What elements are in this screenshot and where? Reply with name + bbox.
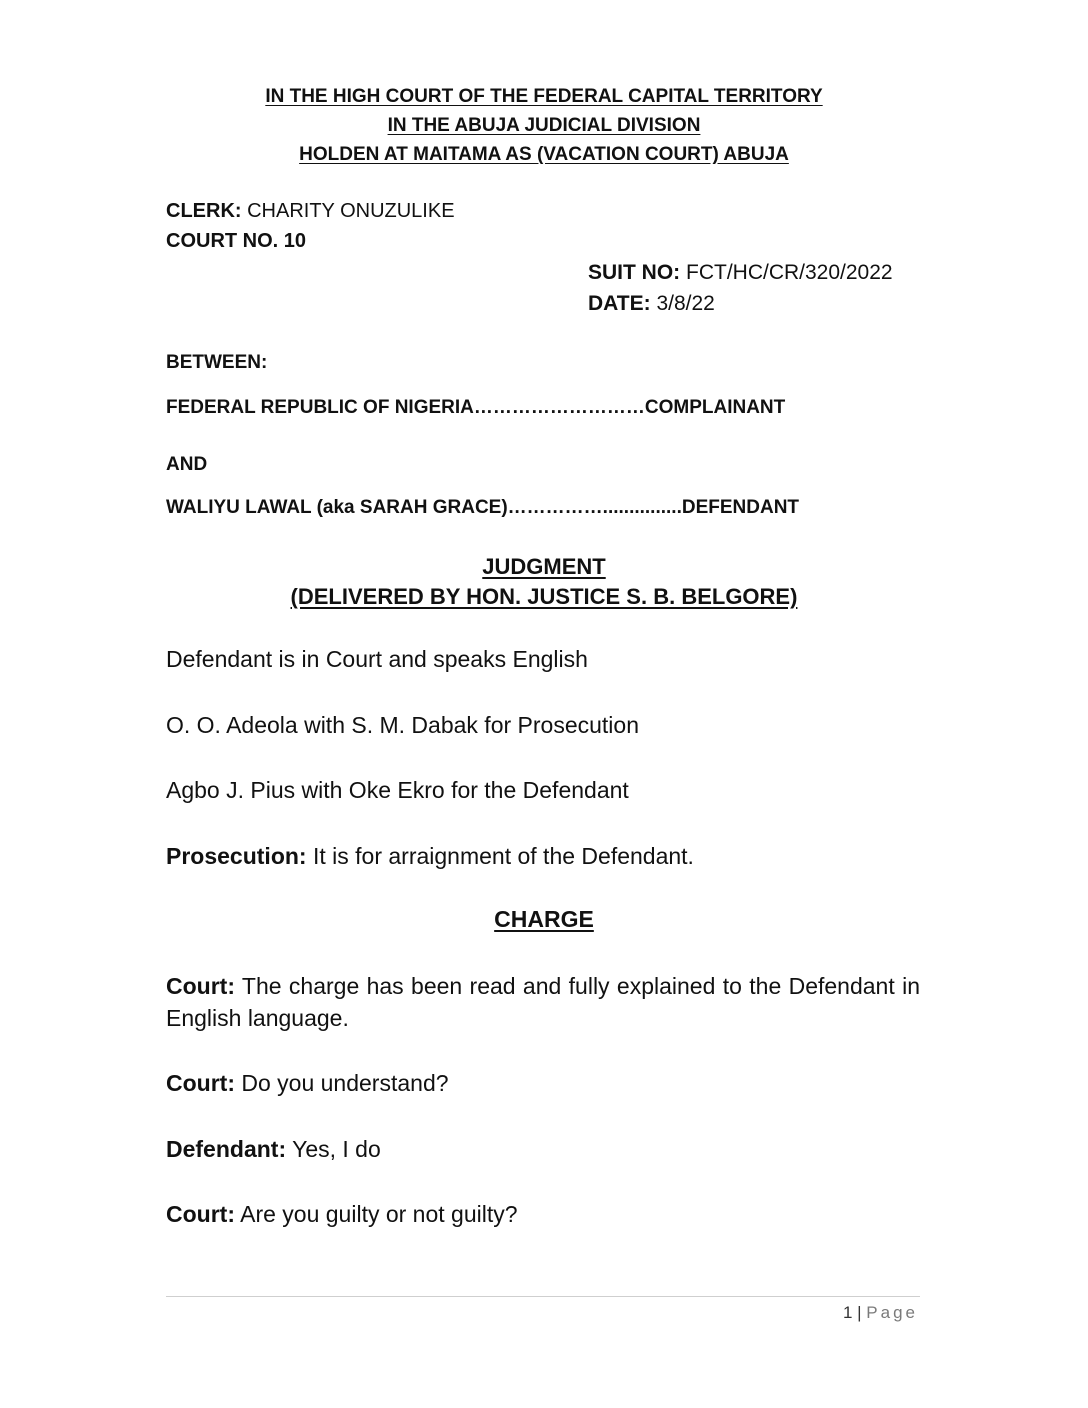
footer-divider [166,1296,920,1297]
statement-text: Are you guilty or not guilty? [234,1201,518,1227]
speaker-label: Prosecution: [166,843,307,869]
court-statement [166,970,920,1034]
court-question [166,1067,920,1099]
judgment-subtitle: (DELIVERED BY HON. JUSTICE S. B. BELGORE) [290,584,798,609]
suit-number-line [588,261,893,285]
suit-number: FCT/HC/CR/320/2022 [680,261,893,284]
court-number: COURT NO. 10 [166,230,307,252]
defendant-answer [166,1133,920,1165]
speaker-label: Court: [166,973,235,999]
prosecution-statement [166,840,920,872]
complainant-line: FEDERAL REPUBLIC OF NIGERIA………………………COMPLAINANT [166,397,786,418]
date-value: 3/8/22 [650,292,715,315]
judgment-title: JUDGMENT [482,554,606,579]
page-word: Page [866,1303,918,1322]
appearance-line: Agbo J. Pius with Oke Ekro for the Defendant [166,777,629,803]
court-question [166,1198,920,1230]
suit-label: SUIT NO: [588,261,681,284]
footer-separator: | [852,1303,867,1322]
speaker-label: Defendant: [166,1136,287,1162]
and-label: AND [166,454,208,475]
appearance-line: Defendant is in Court and speaks English [166,646,588,672]
statement-text: It is for arraignment of the Defendant. [306,843,694,869]
court-header-line-1: IN THE HIGH COURT OF THE FEDERAL CAPITAL TERRITORY [265,86,823,107]
speaker-label: Court: [166,1201,235,1227]
page-footer [843,1303,918,1323]
court-header-line-2: IN THE ABUJA JUDICIAL DIVISION [387,115,701,136]
statement-text: Yes, I do [286,1136,381,1162]
clerk-name: CHARITY ONUZULIKE [241,200,455,222]
page-number: 1 [842,1303,853,1322]
statement-text: The charge has been read and fully explained to the Defendant in English language. [166,973,920,1031]
between-label: BETWEEN: [166,352,268,373]
appearance-line: O. O. Adeola with S. M. Dabak for Prosecution [166,712,639,738]
speaker-label: Court: [166,1070,235,1096]
defendant-line: WALIYU LAWAL (aka SARAH GRACE)……………...............DEFENDANT [166,497,800,518]
statement-text: Do you understand? [234,1070,449,1096]
date-line [588,292,715,316]
date-label: DATE: [588,292,651,315]
charge-heading: CHARGE [494,906,594,932]
clerk-line [166,200,455,223]
court-header-line-3: HOLDEN AT MAITAMA AS (VACATION COURT) ABUJA [299,144,789,165]
clerk-label: CLERK: [166,200,242,222]
